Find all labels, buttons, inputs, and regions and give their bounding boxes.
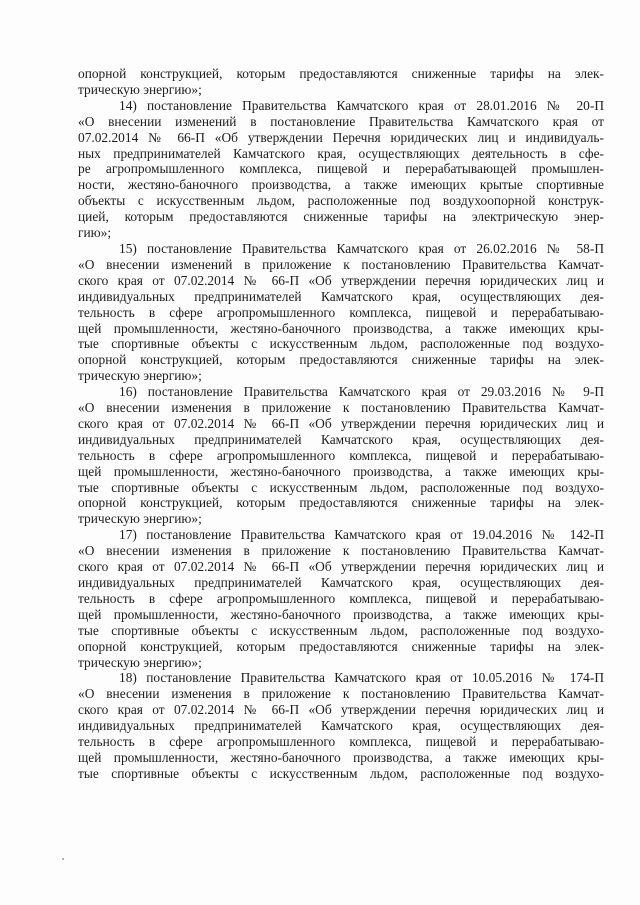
text-line: 18) постановление Правительства Камчатского края от 10.05.2016 № 174-П xyxy=(119,670,604,686)
text-line: ре агропромышленного комплекса, пищевой и перерабатывающей промышлен- xyxy=(78,161,604,177)
text-line: цией, которым предоставляются сниженные тарифы на электрическую энер- xyxy=(78,209,604,225)
scan-speck xyxy=(62,858,64,860)
text-line: «О внесении изменения в приложение к постановлению Правительства Камчат- xyxy=(78,543,604,559)
text-line: трическую энергию»; xyxy=(78,511,202,527)
text-line: тельность в сфере агропромышленного комплекса, пищевой и перерабатываю- xyxy=(78,590,604,606)
text-line: тые спортивные объекты с искусственным льдом, расположенные под воздухо- xyxy=(78,765,604,781)
text-line: индивидуальных предпринимателей Камчатского края, осуществляющих дея- xyxy=(78,288,604,304)
paragraph-item-17 xyxy=(78,527,604,670)
text-line: тельность в сфере агропромышленного комплекса, пищевой и перерабатываю- xyxy=(78,734,604,750)
document-body xyxy=(78,66,604,782)
text-line: трическую энергию»; xyxy=(78,81,202,97)
text-line: «О внесении изменения в приложение к постановлению Правительства Камчат- xyxy=(78,686,604,702)
paragraph-continuation xyxy=(78,66,604,98)
text-line: ского края от 07.02.2014 № 66-П «Об утверждении перечня юридических лиц и xyxy=(78,272,604,288)
text-line: опорной конструкцией, которым предоставляются сниженные тарифы на элек- xyxy=(78,352,604,368)
text-line: индивидуальных предпринимателей Камчатского края, осуществляющих дея- xyxy=(78,718,604,734)
text-line: трическую энергию»; xyxy=(78,368,202,384)
paragraph-item-16 xyxy=(78,384,604,527)
text-line: ского края от 07.02.2014 № 66-П «Об утверждении перечня юридических лиц и xyxy=(78,415,604,431)
text-line: трическую энергию»; xyxy=(78,654,202,670)
text-line: индивидуальных предпринимателей Камчатского края, осуществляющих дея- xyxy=(78,575,604,590)
text-line: ского края от 07.02.2014 № 66-П «Об утверждении перечня юридических лиц и xyxy=(78,702,604,718)
paragraph-item-18 xyxy=(78,670,604,781)
text-line: 16) постановление Правительства Камчатского края от 29.03.2016 № 9-П xyxy=(119,384,604,400)
text-line: гию»; xyxy=(78,225,112,241)
text-line: щей промышленности, жестяно-баночного производства, а также имеющих кры- xyxy=(78,320,604,336)
paragraph-item-15 xyxy=(78,241,604,384)
text-line: 17) постановление Правительства Камчатского края от 19.04.2016 № 142-П xyxy=(119,527,604,543)
text-line: тые спортивные объекты с искусственным льдом, расположенные под воздухо- xyxy=(78,622,604,638)
text-line: опорной конструкцией, которым предоставляются сниженные тарифы на элек- xyxy=(78,495,604,511)
text-line: «О внесении изменений в постановление Правительства Камчатского края от xyxy=(78,113,604,129)
text-line: 15) постановление Правительства Камчатского края от 26.02.2016 № 58-П xyxy=(119,240,604,256)
text-line: ского края от 07.02.2014 № 66-П «Об утверждении перечня юридических лиц и xyxy=(78,559,604,575)
text-line: «О внесении изменения в приложение к постановлению Правительства Камчат- xyxy=(78,400,604,416)
text-line: тые спортивные объекты с искусственным льдом, расположенные под воздухо- xyxy=(78,336,604,352)
text-line: 14) постановление Правительства Камчатского края от 28.01.2016 № 20-П xyxy=(119,97,604,113)
text-line: щей промышленности, жестяно-баночного производства, а также имеющих кры- xyxy=(78,606,604,622)
text-line: индивидуальных предпринимателей Камчатского края, осуществляющих дея- xyxy=(78,431,604,447)
text-line: «О внесении изменений в приложение к постановлению Правительства Камчат- xyxy=(78,256,604,272)
text-line: опорной конструкцией, которым предоставляются сниженные тарифы на элек- xyxy=(78,66,604,81)
text-line: щей промышленности, жестяно-баночного производства, а также имеющих кры- xyxy=(78,749,604,765)
text-line: объекты с искусственным льдом, расположенные под воздухоопорной конструк- xyxy=(78,193,604,209)
text-line: тые спортивные объекты с искусственным льдом, расположенные под воздухо- xyxy=(78,479,604,495)
text-line: ных предпринимателей Камчатского края, осуществляющих деятельность в сфе- xyxy=(78,145,604,161)
text-line: ности, жестяно-баночного производства, а также имеющих крытые спортивные xyxy=(78,177,604,193)
text-line: 07.02.2014 № 66-П «Об утверждении Перечня юридических лиц и индивидуаль- xyxy=(78,129,604,145)
text-line: тельность в сфере агропромышленного комплекса, пищевой и перерабатываю- xyxy=(78,304,604,320)
text-line: тельность в сфере агропромышленного комплекса, пищевой и перерабатываю- xyxy=(78,447,604,463)
text-line: опорной конструкцией, которым предоставляются сниженные тарифы на элек- xyxy=(78,638,604,654)
paragraph-item-14 xyxy=(78,98,604,241)
text-line: щей промышленности, жестяно-баночного производства, а также имеющих кры- xyxy=(78,463,604,479)
